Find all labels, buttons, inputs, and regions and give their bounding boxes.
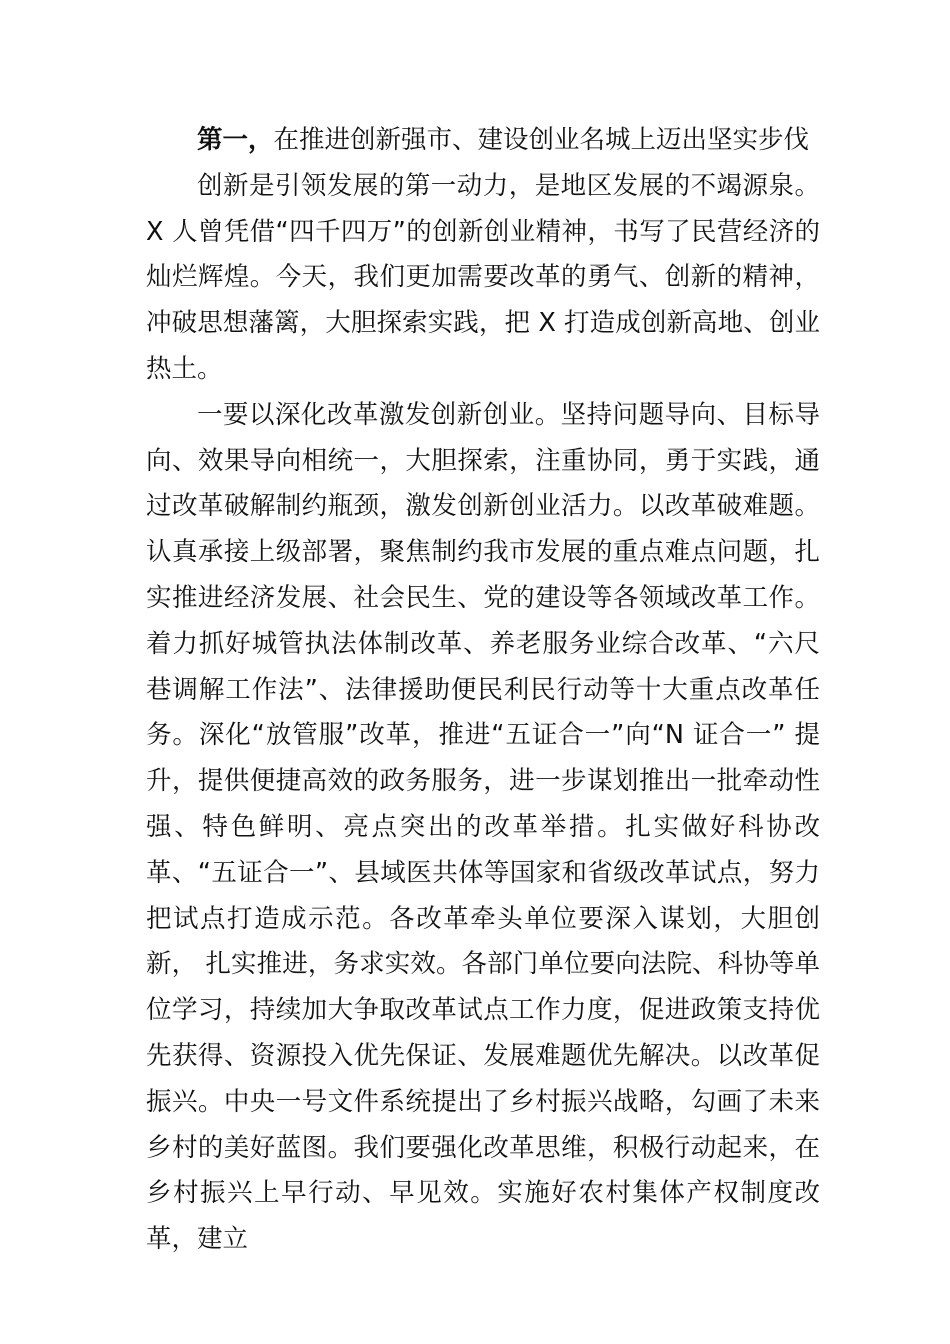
document-body [146,118,820,1263]
section-heading-number: 第一， [197,125,274,155]
paragraph-intro: 创新是引领发展的第一动力，是地区发展的不竭源泉。X 人曾凭借“四千四万”的创新创业精神，书写了民营经济的灿烂辉煌。今天，我们更加需要改革的勇气、创新的精神， 冲破思想藩篱，大胆探索实践，把 X 打造成创新高地、创业热土。 [146,170,820,384]
paragraph-reform: 一要以深化改革激发创新创业。坚持问题导向、目标导向、效果导向相统一，大胆探索，注重协同，勇于实践，通过改革破解制约瓶颈，激发创新创业活力。以改革破难题。认真承接上级部署，聚焦制约我市发展的重点难点问题，扎实推进经济发展、社会民生、党的建设等各领域改革工作。着力抓好城管执法体制改革、养老服务业综合改革、“六尺巷调解工作法”、法律援助便民利民行动等十大重点改革任务。深化“放管服”改革，推进“五证合一”向“N 证合一” 提升，提供便捷高效的政务服务，进一步谋划推出一批牵动性强、特色鲜明、亮点突出的改革举措。扎实做好科协改革、“五证合一”、县域医共体等国家和省级改革试点，努力把试点打造成示范。各改革牵头单位要深入谋划，大胆创新， 扎实推进，务求实效。各部门单位要向法院、科协等单位学习，持续加大争取改革试点工作力度，促进政策支持优先获得、资源投入优先保证、发展难题优先解决。以改革促振兴。中央一号文件系统提出了乡村振兴战略，勾画了未来乡村的美好蓝图。我们要强化改革思维，积极行动起来，在乡村振兴上早行动、早见效。实施好农村集体产权制度改革，建立 [146,399,820,1255]
section-heading [146,118,820,164]
section-heading-text: 在推进创新强市、建设创业名城上迈出坚实步伐 [273,125,810,155]
